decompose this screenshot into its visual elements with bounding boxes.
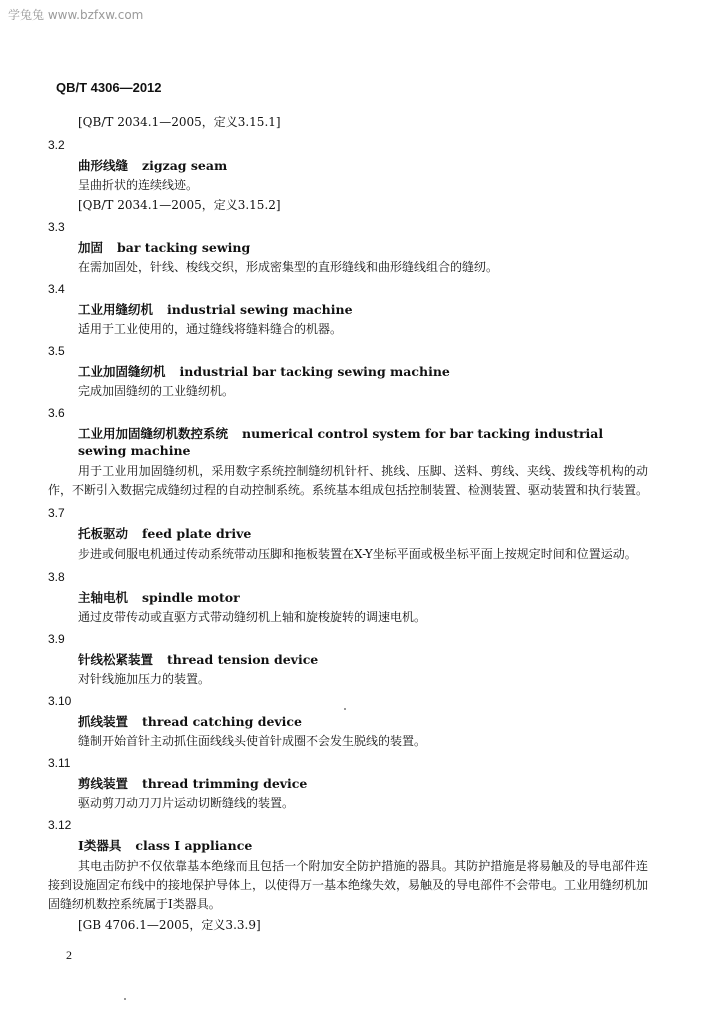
term-heading [78,425,648,459]
term-reference: [QB/T 2034.1—2005，定义3.15.2] [78,198,281,212]
scan-speck [548,478,550,480]
clause-number: 3.3 [48,220,65,234]
term-entry-3-2 [48,137,648,214]
term-heading [78,651,648,668]
term-heading [78,525,648,542]
term-entry-3-12 [48,817,648,934]
clause-number: 3.11 [48,756,71,770]
clause-number: 3.9 [48,632,65,646]
term-reference: [GB 4706.1—2005，定义3.3.9] [78,918,261,932]
term-definition: 适用于工业使用的，通过缝线将缝料缝合的机器。 [78,322,343,336]
term-entry-3-11 [48,755,648,812]
document-body [48,114,648,939]
term-definition: 驱动剪刀动刀刀片运动切断缝线的装置。 [78,796,295,810]
intro-reference: [QB/T 2034.1—2005，定义3.15.1] [78,115,281,129]
term-en: numerical control system for bar tacking industrial sewing machine [78,426,604,458]
term-en: zigzag seam [142,158,228,173]
term-entry-3-4 [48,281,648,338]
term-definition: 完成加固缝纫的工业缝纫机。 [78,384,235,398]
term-heading [78,157,648,174]
term-definition: 用于工业用加固缝纫机，采用数字系统控制缝纫机针杆、挑线、压脚、送料、剪线、夹线、拨线等机构的动作，不断引入数据完成缝纫过程的自动控制系统。系统基本组成包括控制装置、检测装置、驱动装置和执行装置。 [48,464,649,497]
term-en: thread catching device [142,714,302,729]
term-en: thread tension device [167,652,319,667]
term-zh: 抓线装置 [78,714,129,729]
term-zh: 工业用缝纫机 [78,302,154,317]
clause-number: 3.7 [48,506,65,520]
term-definition: 步进或伺服电机通过传动系统带动压脚和拖板装置在X-Y坐标平面或极坐标平面上按规定时间和位置运动。 [78,547,637,561]
term-definition: 呈曲折状的连续线迹。 [78,178,199,192]
term-en: industrial sewing machine [167,302,353,317]
term-entry-3-7 [48,505,648,564]
term-heading [78,589,648,606]
term-heading [78,301,648,318]
term-en: spindle motor [142,590,240,605]
term-definition: 对针线施加压力的装置。 [78,672,211,686]
term-heading [78,363,648,380]
page-number: 2 [66,948,72,962]
term-heading [78,837,648,854]
term-zh: 工业加固缝纫机 [78,364,166,379]
term-zh: 针线松紧装置 [78,652,154,667]
clause-number: 3.5 [48,344,65,358]
clause-number: 3.2 [48,138,65,152]
term-zh: 曲形线缝 [78,158,129,173]
term-zh: 托板驱动 [78,526,129,541]
watermark: 学兔兔 www.bzfxw.com [8,8,144,22]
term-definition: 其电击防护不仅依靠基本绝缘而且包括一个附加安全防护措施的器具。其防护措施是将易触及的导电部件连接到设施固定布线中的接地保护导体上，以使得万一基本绝缘失效，易触及的导电部件不会带电。工业用缝纫机加固缝纫机数控系统属于Ⅰ类器具。 [48,859,649,911]
clause-number: 3.10 [48,694,72,708]
term-entry-3-5 [48,343,648,400]
term-en: industrial bar tacking sewing machine [179,364,450,379]
term-en: thread trimming device [142,776,308,791]
term-zh: Ⅰ类器具 [78,838,122,853]
term-entry-3-3 [48,219,648,276]
term-en: class Ⅰ appliance [135,838,253,853]
term-entry-3-9 [48,631,648,688]
term-en: bar tacking sewing [117,240,251,255]
term-entry-3-6 [48,405,648,500]
term-heading [78,239,648,256]
term-definition: 缝制开始首针主动抓住面线线头使首针成圈不会发生脱线的装置。 [78,734,427,748]
clause-number: 3.4 [48,282,65,296]
term-zh: 工业用加固缝纫机数控系统 [78,426,229,441]
scan-speck [124,998,126,1000]
term-zh: 主轴电机 [78,590,129,605]
scan-speck [344,708,346,710]
term-entry-3-8 [48,569,648,626]
clause-number: 3.12 [48,818,72,832]
term-heading [78,713,648,730]
term-zh: 加固 [78,240,104,255]
clause-number: 3.8 [48,570,65,584]
term-definition: 在需加固处，针线、梭线交织，形成密集型的直形缝线和曲形缝线组合的缝纫。 [78,260,499,274]
term-zh: 剪线装置 [78,776,129,791]
clause-number: 3.6 [48,406,65,420]
term-heading [78,775,648,792]
term-definition: 通过皮带传动或直驱方式带动缝纫机上轴和旋梭旋转的调速电机。 [78,610,427,624]
term-en: feed plate drive [142,526,252,541]
term-entry-3-10 [48,693,648,750]
standard-code-header: QB/T 4306—2012 [56,80,162,95]
